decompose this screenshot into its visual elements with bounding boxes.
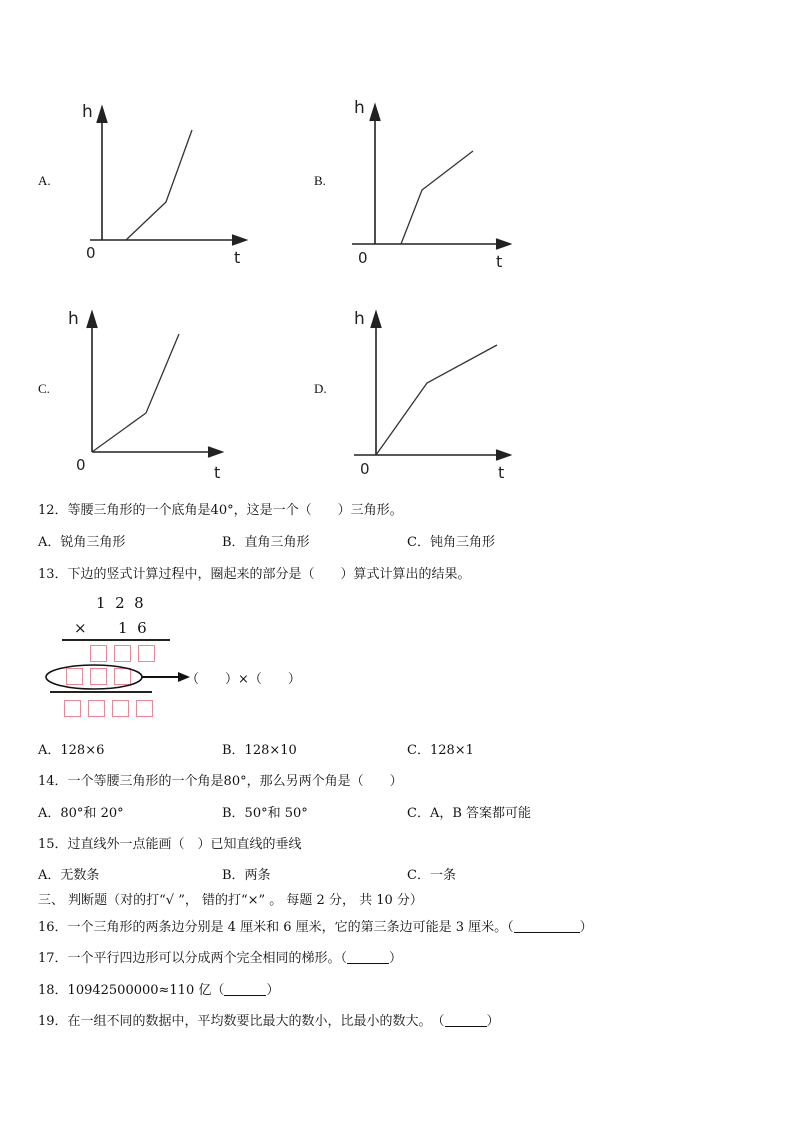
question-13: 13．下边的竖式计算过程中，圈起来的部分是（ ）算式计算出的结果。 <box>38 567 471 582</box>
q17-close: ） <box>389 951 403 966</box>
axis-label-h: h <box>354 98 365 118</box>
graph-c-line <box>92 334 179 452</box>
option-d-label: D. <box>314 381 327 396</box>
question-16 <box>38 916 593 935</box>
axis-label-h: h <box>354 309 365 329</box>
q15-option-b[interactable]: B．两条 <box>222 868 271 883</box>
graph-a-line <box>126 130 192 240</box>
rule-2 <box>50 691 152 693</box>
digit-box <box>64 700 81 717</box>
question-12: 12．等腰三角形的一个底角是40°，这是一个（ ）三角形。 <box>38 503 403 518</box>
q18-text: 18．10942500000≈110 亿（ <box>38 983 225 998</box>
arrow-blanks: （ ）×（ ） <box>186 672 301 687</box>
q13-option-b[interactable]: B．128×10 <box>222 743 297 758</box>
axis-label-h: h <box>82 102 93 122</box>
q17-answer-blank[interactable] <box>347 951 389 964</box>
q18-answer-blank[interactable] <box>224 983 266 996</box>
digit-box <box>112 700 129 717</box>
rule-1 <box>62 639 170 641</box>
graph-b-line <box>401 151 473 244</box>
question-15: 15．过直线外一点能画（ ）已知直线的垂线 <box>38 837 302 852</box>
multiplier: 1 6 <box>118 619 147 637</box>
digit-box <box>88 700 105 717</box>
question-19 <box>38 1010 500 1029</box>
graph-option-b <box>350 95 530 270</box>
option-a-label: A. <box>38 173 51 188</box>
q17-text: 17．一个平行四边形可以分成两个完全相同的梯形。（ <box>38 951 348 966</box>
q12-option-a[interactable]: A．锐角三角形 <box>38 535 126 550</box>
q18-close: ） <box>266 983 280 998</box>
q19-answer-blank[interactable] <box>445 1014 487 1027</box>
q14-option-c[interactable]: C．A，B 答案都可能 <box>407 806 532 821</box>
section-3-title: 三、 判断题（对的打“√ ”， 错的打“×” 。 每题 2 分， 共 10 分） <box>38 893 423 908</box>
graph-d-line <box>376 345 497 455</box>
multiplicand: 1 2 8 <box>96 594 144 612</box>
q16-answer-blank[interactable] <box>514 920 580 933</box>
q19-text: 19．在一组不同的数据中，平均数要比最大的数小，比最小的数大。 （ <box>38 1014 445 1029</box>
multiplication-diagram <box>40 590 340 725</box>
q12-option-b[interactable]: B．直角三角形 <box>222 535 310 550</box>
axis-label-h: h <box>68 309 79 329</box>
question-18 <box>38 979 279 998</box>
q12-option-c[interactable]: C．钝角三角形 <box>407 535 495 550</box>
question-17 <box>38 947 402 966</box>
q14-option-b[interactable]: B．50°和 50° <box>222 806 308 821</box>
q16-close: ） <box>579 920 593 935</box>
times-sign: × <box>74 619 87 637</box>
q15-option-c[interactable]: C．一条 <box>407 868 456 883</box>
axis-label-t: t <box>234 248 241 267</box>
option-c-label: C. <box>38 381 50 396</box>
q16-text: 16．一个三角形的两条边分别是 4 厘米和 6 厘米，它的第三条边可能是 3 厘米。（ <box>38 920 514 935</box>
q14-option-a[interactable]: A．80°和 20° <box>38 806 124 821</box>
graph-option-d <box>350 302 530 482</box>
q19-close: ） <box>486 1014 500 1029</box>
axis-label-t: t <box>498 463 505 482</box>
graph-option-c <box>64 302 244 482</box>
origin-label: 0 <box>76 456 86 474</box>
question-14: 14．一个等腰三角形的一个角是80°，那么另两个角是（ ） <box>38 774 403 789</box>
q15-option-a[interactable]: A．无数条 <box>38 868 100 883</box>
axis-label-t: t <box>496 252 503 271</box>
origin-label: 0 <box>360 460 370 478</box>
graph-option-a <box>80 95 260 270</box>
q13-option-a[interactable]: A．128×6 <box>38 743 105 758</box>
digit-box <box>136 700 153 717</box>
axis-label-t: t <box>214 463 221 482</box>
origin-label: 0 <box>358 249 368 267</box>
q13-option-c[interactable]: C．128×1 <box>407 743 474 758</box>
option-b-label: B. <box>314 173 326 188</box>
origin-label: 0 <box>86 244 96 262</box>
